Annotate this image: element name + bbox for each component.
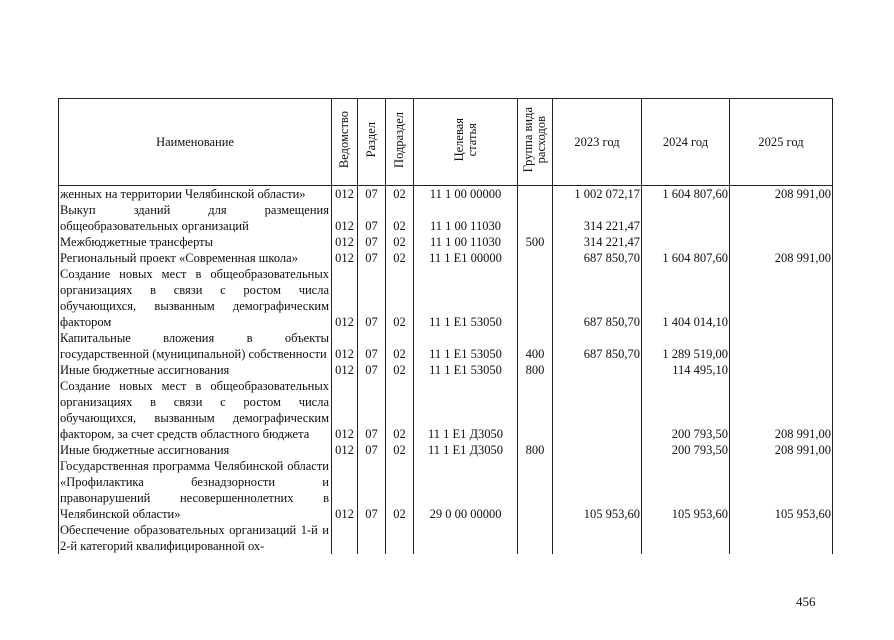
row-2025: 208 991,00 — [730, 442, 833, 458]
row-celevaya: 11 1 00 11030 — [414, 234, 518, 250]
table-row — [59, 186, 833, 203]
row-gruppa — [518, 458, 553, 522]
row-name: Создание новых мест в общеобразовательных организациях в связи с ростом числа обучающихся, вызванным демографическим фактором — [59, 266, 332, 330]
row-2025 — [730, 362, 833, 378]
header-gruppa: Группа вида расходов — [518, 99, 553, 186]
header-2024: 2024 год — [642, 99, 730, 186]
table-row — [59, 458, 833, 522]
row-celevaya: 11 1 Е1 Д3050 — [414, 378, 518, 442]
row-razdel: 07 — [358, 186, 386, 203]
row-ved: 012 — [332, 266, 358, 330]
row-razdel: 07 — [358, 266, 386, 330]
table-row — [59, 202, 833, 234]
row-podrazdel: 02 — [386, 250, 414, 266]
table-row — [59, 266, 833, 330]
page-number: 456 — [796, 594, 816, 609]
row-celevaya: 11 1 Е1 53050 — [414, 266, 518, 330]
row-podrazdel: 02 — [386, 186, 414, 203]
header-podrazdel: Подраздел — [386, 99, 414, 186]
row-name: Межбюджетные трансферты — [59, 234, 332, 250]
row-2024 — [642, 202, 730, 234]
row-razdel: 07 — [358, 250, 386, 266]
row-razdel: 07 — [358, 202, 386, 234]
row-celevaya: 11 1 Е1 00000 — [414, 250, 518, 266]
row-2024: 1 604 807,60 — [642, 250, 730, 266]
row-name: женных на территории Челябинской области» — [59, 186, 332, 203]
table-row — [59, 330, 833, 362]
row-razdel: 07 — [358, 330, 386, 362]
row-name: Иные бюджетные ассигнования — [59, 442, 332, 458]
row-celevaya: 11 1 Е1 53050 — [414, 330, 518, 362]
row-ved: 012 — [332, 378, 358, 442]
row-2023: 1 002 072,17 — [553, 186, 642, 203]
row-2023: 687 850,70 — [553, 250, 642, 266]
row-gruppa — [518, 202, 553, 234]
row-name: Региональный проект «Современная школа» — [59, 250, 332, 266]
row-name: Государственная программа Челябинской области «Профилактика безнадзорности и правонарушений несовершеннолетних в Челябинской области» — [59, 458, 332, 522]
header-name: Наименование — [59, 99, 332, 186]
header-2023: 2023 год — [553, 99, 642, 186]
row-name: Капитальные вложения в объекты государственной (муниципальной) собственности — [59, 330, 332, 362]
row-ved — [332, 522, 358, 554]
table-row — [59, 234, 833, 250]
row-2023 — [553, 522, 642, 554]
row-celevaya: 11 1 00 11030 — [414, 202, 518, 234]
table-row — [59, 522, 833, 554]
row-2023: 314 221,47 — [553, 234, 642, 250]
table-row — [59, 250, 833, 266]
row-podrazdel: 02 — [386, 362, 414, 378]
header-2025: 2025 год — [730, 99, 833, 186]
row-ved: 012 — [332, 250, 358, 266]
table-row — [59, 362, 833, 378]
row-razdel: 07 — [358, 378, 386, 442]
row-2025 — [730, 522, 833, 554]
row-gruppa: 800 — [518, 362, 553, 378]
table-row — [59, 442, 833, 458]
row-2023: 687 850,70 — [553, 266, 642, 330]
row-ved: 012 — [332, 234, 358, 250]
row-podrazdel: 02 — [386, 266, 414, 330]
row-razdel: 07 — [358, 442, 386, 458]
row-2023 — [553, 378, 642, 442]
table-body — [59, 186, 833, 555]
row-celevaya: 11 1 00 00000 — [414, 186, 518, 203]
row-razdel — [358, 522, 386, 554]
row-name: Выкуп зданий для размещения общеобразовательных организаций — [59, 202, 332, 234]
row-2025: 208 991,00 — [730, 378, 833, 442]
row-podrazdel: 02 — [386, 442, 414, 458]
row-razdel: 07 — [358, 458, 386, 522]
row-podrazdel: 02 — [386, 378, 414, 442]
row-2025: 208 991,00 — [730, 250, 833, 266]
budget-table — [58, 98, 833, 554]
row-celevaya: 11 1 Е1 53050 — [414, 362, 518, 378]
row-2023: 687 850,70 — [553, 330, 642, 362]
header-ved: Ведомство — [332, 99, 358, 186]
row-2025 — [730, 266, 833, 330]
row-gruppa: 500 — [518, 234, 553, 250]
row-celevaya — [414, 522, 518, 554]
row-razdel: 07 — [358, 362, 386, 378]
row-2023: 314 221,47 — [553, 202, 642, 234]
row-name: Обеспечение образовательных организаций 1-й и 2-й категорий квалифицированной ох- — [59, 522, 332, 554]
row-2025: 208 991,00 — [730, 186, 833, 203]
row-2024: 105 953,60 — [642, 458, 730, 522]
row-podrazdel: 02 — [386, 202, 414, 234]
row-gruppa: 800 — [518, 442, 553, 458]
header-razdel: Раздел — [358, 99, 386, 186]
row-2024: 1 604 807,60 — [642, 186, 730, 203]
row-ved: 012 — [332, 202, 358, 234]
row-2025: 105 953,60 — [730, 458, 833, 522]
row-2024: 200 793,50 — [642, 442, 730, 458]
row-gruppa — [518, 378, 553, 442]
row-gruppa: 400 — [518, 330, 553, 362]
row-name: Иные бюджетные ассигнования — [59, 362, 332, 378]
row-podrazdel: 02 — [386, 234, 414, 250]
table-row — [59, 378, 833, 442]
row-podrazdel — [386, 522, 414, 554]
row-2024: 114 495,10 — [642, 362, 730, 378]
row-celevaya: 11 1 Е1 Д3050 — [414, 442, 518, 458]
row-2024 — [642, 522, 730, 554]
row-gruppa — [518, 186, 553, 203]
row-ved: 012 — [332, 442, 358, 458]
row-2025 — [730, 330, 833, 362]
row-ved: 012 — [332, 186, 358, 203]
row-2024: 200 793,50 — [642, 378, 730, 442]
row-gruppa — [518, 522, 553, 554]
row-podrazdel: 02 — [386, 330, 414, 362]
row-ved: 012 — [332, 330, 358, 362]
row-2025 — [730, 234, 833, 250]
row-2024 — [642, 234, 730, 250]
row-gruppa — [518, 266, 553, 330]
row-ved: 012 — [332, 458, 358, 522]
header-celevaya: Целевая статья — [414, 99, 518, 186]
table-header — [59, 99, 833, 186]
row-2024: 1 289 519,00 — [642, 330, 730, 362]
row-2025 — [730, 202, 833, 234]
row-gruppa — [518, 250, 553, 266]
row-2023: 105 953,60 — [553, 458, 642, 522]
row-podrazdel: 02 — [386, 458, 414, 522]
row-2023 — [553, 442, 642, 458]
row-2023 — [553, 362, 642, 378]
row-name: Создание новых мест в общеобразовательных организациях в связи с ростом числа обучающихся, вызванным демографическим фактором, за счет средств областного бюджета — [59, 378, 332, 442]
row-celevaya: 29 0 00 00000 — [414, 458, 518, 522]
row-ved: 012 — [332, 362, 358, 378]
row-razdel: 07 — [358, 234, 386, 250]
row-2024: 1 404 014,10 — [642, 266, 730, 330]
